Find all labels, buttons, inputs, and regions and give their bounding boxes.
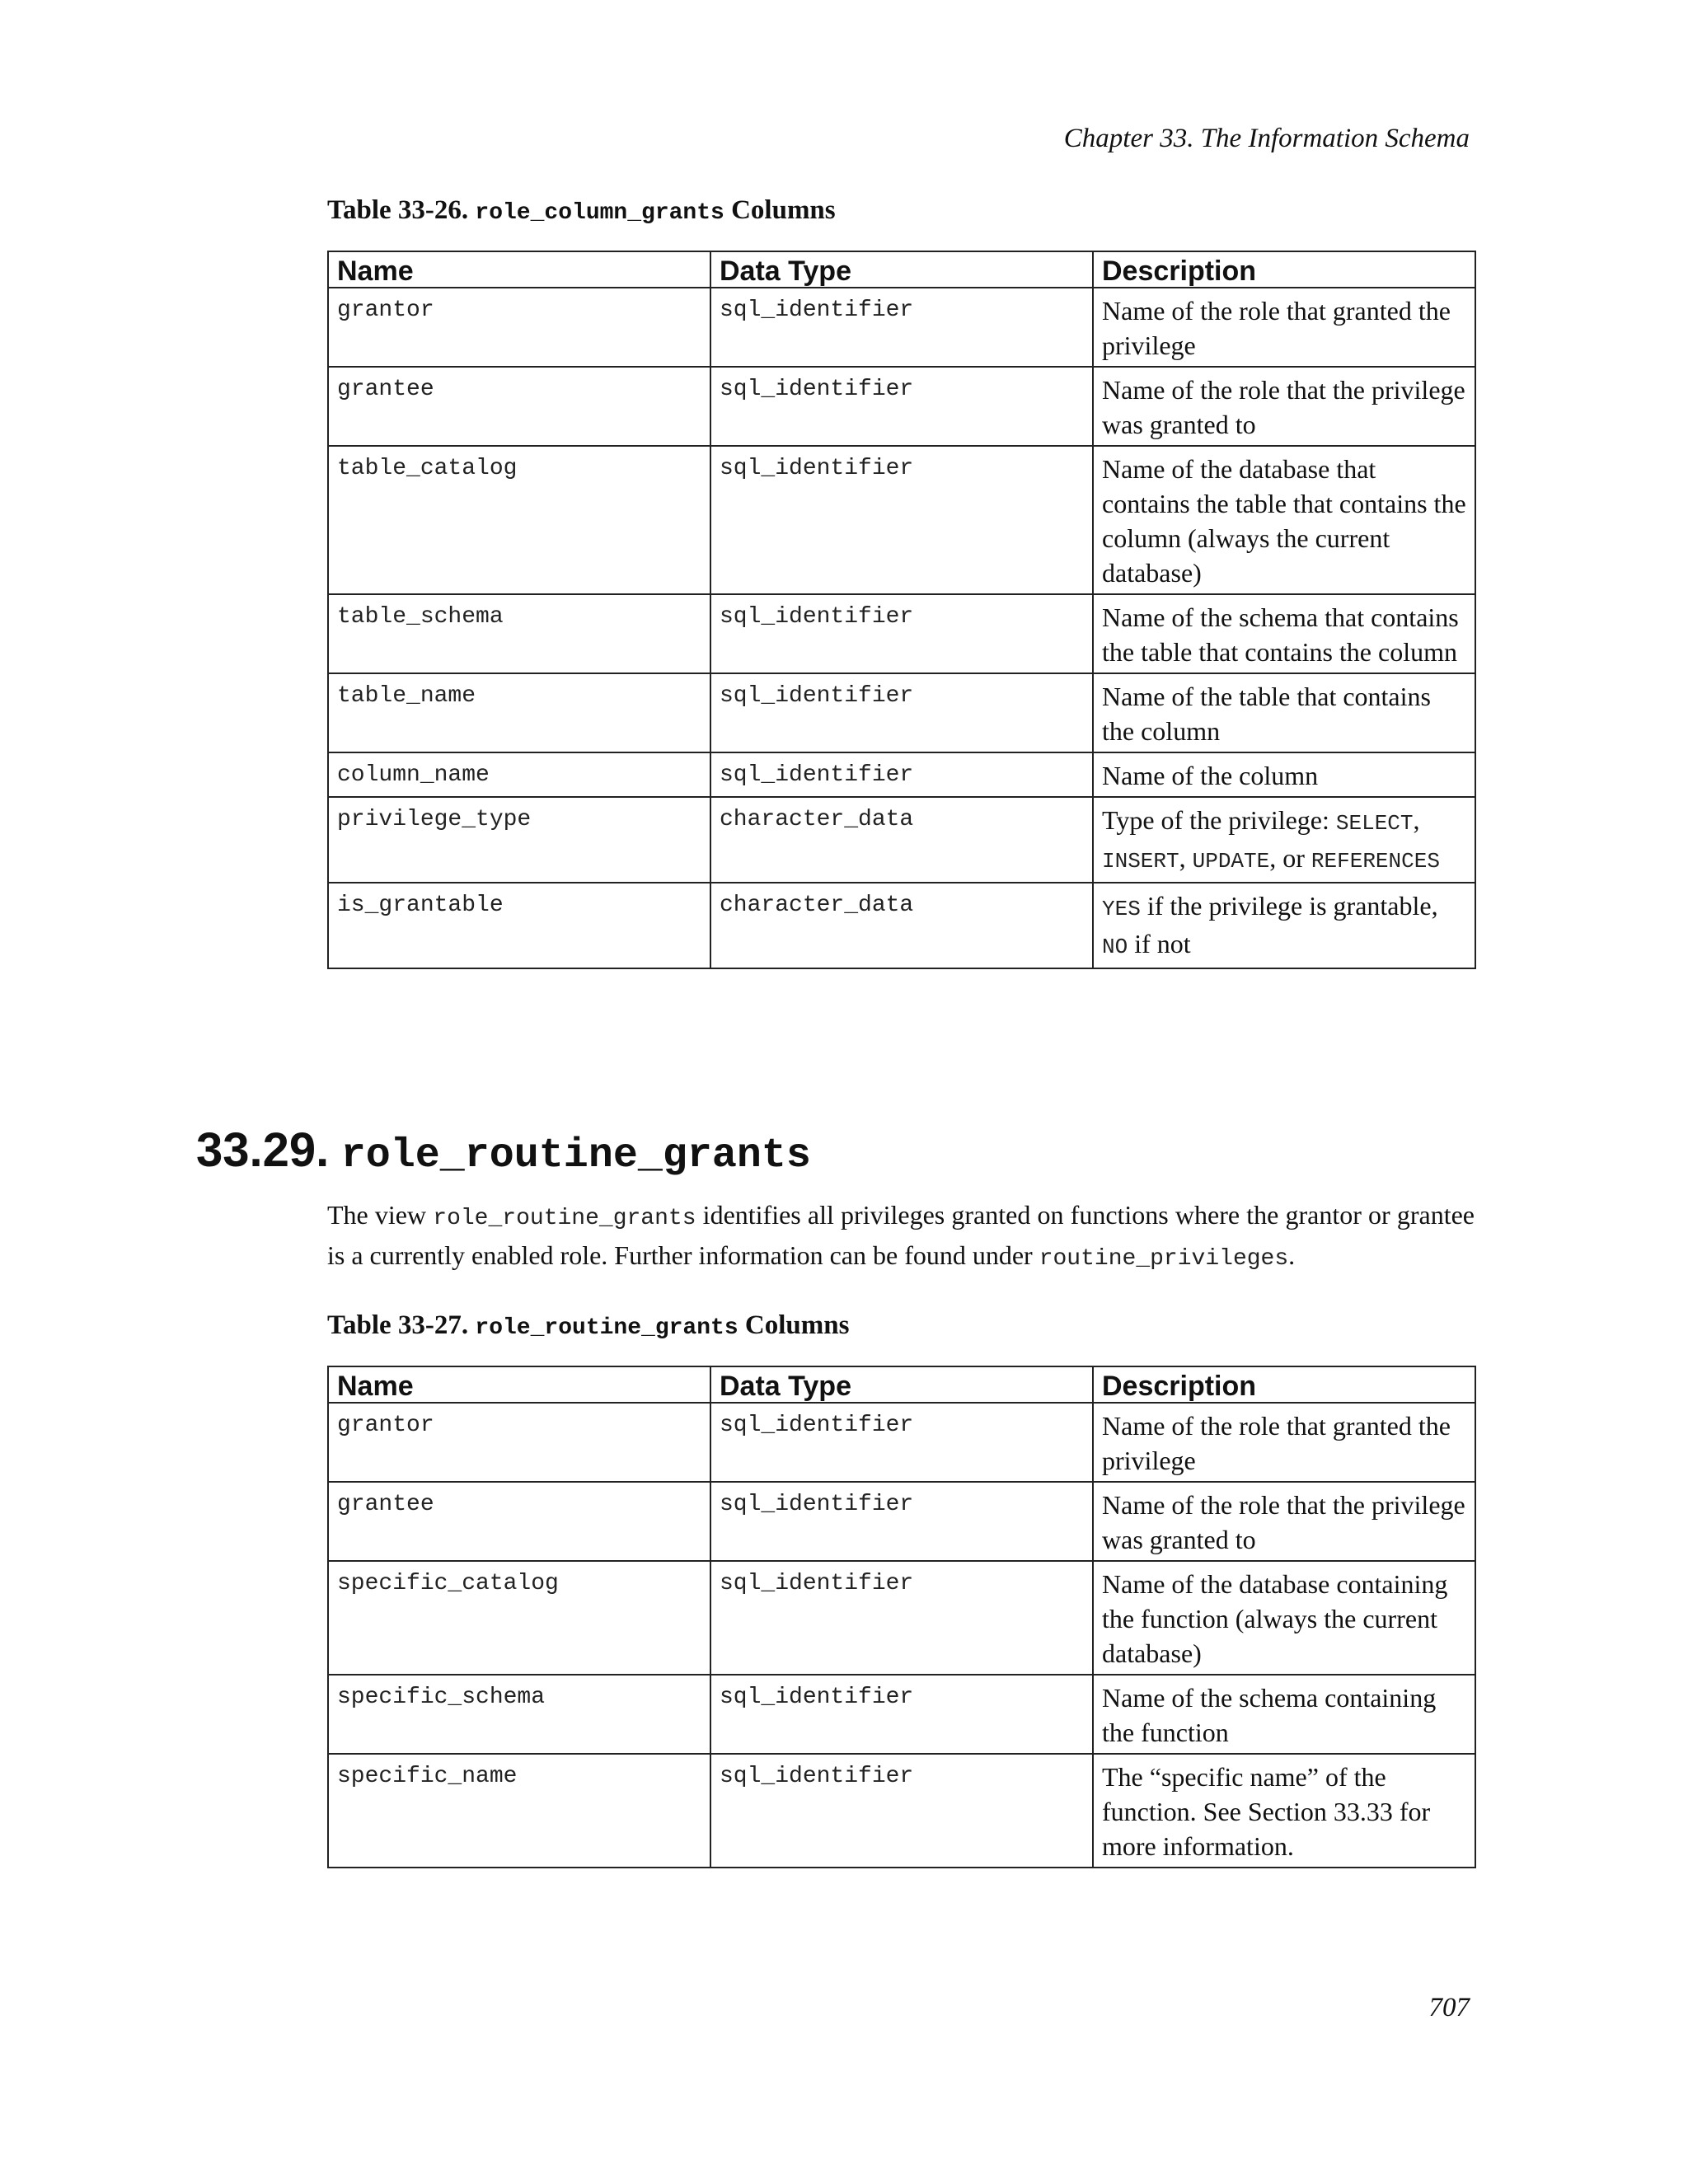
table-caption: [327, 1310, 849, 1341]
section-title: role_routine_grants: [340, 1132, 811, 1179]
description-cell: [1093, 797, 1475, 883]
table-row: [328, 797, 1475, 883]
table-header-row: [328, 251, 1475, 288]
column-header-data-type: Data Type: [710, 1366, 1093, 1403]
table-row: [328, 1675, 1475, 1754]
table-caption: [327, 195, 836, 226]
column-name-cell: column_name: [328, 752, 710, 797]
description-cell: Name of the role that granted the privilege: [1093, 1403, 1475, 1482]
section-number: 33.29.: [196, 1123, 330, 1177]
no-value: NO: [1102, 935, 1128, 959]
privilege-value: SELECT: [1335, 811, 1414, 836]
table-row: [328, 1403, 1475, 1482]
separator: , or: [1269, 843, 1311, 873]
role-column-grants-table: [327, 251, 1476, 969]
column-name-cell: grantee: [328, 367, 710, 446]
column-header-description: Description: [1093, 251, 1475, 288]
column-header-description: Description: [1093, 1366, 1475, 1403]
section-heading: [196, 1122, 811, 1179]
role-routine-grants-table: [327, 1366, 1476, 1868]
data-type-cell: sql_identifier: [710, 752, 1093, 797]
table-row: [328, 883, 1475, 968]
separator: ,: [1179, 843, 1193, 873]
page-number: 707: [1428, 1993, 1470, 2022]
column-name-cell: specific_schema: [328, 1675, 710, 1754]
table-row: [328, 1754, 1475, 1868]
description-text: Type of the privilege:: [1102, 805, 1336, 835]
privilege-value: REFERENCES: [1311, 849, 1440, 874]
column-header-name: Name: [328, 1366, 710, 1403]
description-cell: Name of the schema containing the function: [1093, 1675, 1475, 1754]
running-header: Chapter 33. The Information Schema: [1063, 124, 1470, 153]
intro-code-view-name: role_routine_grants: [433, 1206, 696, 1231]
description-cell: [1093, 883, 1475, 968]
column-name-cell: grantor: [328, 288, 710, 367]
description-cell: Name of the role that granted the privilege: [1093, 288, 1475, 367]
table-row: [328, 288, 1475, 367]
table-header-row: [328, 1366, 1475, 1403]
privilege-value: UPDATE: [1192, 849, 1270, 874]
column-header-name: Name: [328, 251, 710, 288]
table-caption-suffix: Columns: [731, 195, 836, 225]
column-name-cell: grantee: [328, 1482, 710, 1561]
table-row: [328, 446, 1475, 594]
column-name-cell: table_schema: [328, 594, 710, 673]
table-row: [328, 1561, 1475, 1675]
table-caption-suffix: Columns: [744, 1310, 850, 1340]
column-name-cell: is_grantable: [328, 883, 710, 968]
separator: ,: [1413, 805, 1420, 835]
data-type-cell: sql_identifier: [710, 446, 1093, 594]
table-view-name: role_routine_grants: [475, 1315, 738, 1341]
data-type-cell: sql_identifier: [710, 594, 1093, 673]
column-name-cell: grantor: [328, 1403, 710, 1482]
section-intro-paragraph: [327, 1197, 1475, 1277]
table-row: [328, 1482, 1475, 1561]
data-type-cell: sql_identifier: [710, 1754, 1093, 1868]
description-cell: Name of the schema that contains the table that contains the column: [1093, 594, 1475, 673]
description-text: if the privilege is grantable,: [1140, 891, 1438, 921]
intro-text: identifies all privileges granted on functions where the grantor or grantee is a currently enabled role. Further information can be found under: [327, 1200, 1475, 1270]
data-type-cell: sql_identifier: [710, 1482, 1093, 1561]
description-cell: Name of the database containing the function (always the current database): [1093, 1561, 1475, 1675]
intro-text: The view: [327, 1200, 434, 1230]
data-type-cell: sql_identifier: [710, 1561, 1093, 1675]
table-row: [328, 673, 1475, 752]
intro-code-reference: routine_privileges: [1039, 1246, 1289, 1272]
table-view-name: role_column_grants: [475, 200, 724, 226]
data-type-cell: sql_identifier: [710, 1675, 1093, 1754]
table-label: Table 33-27.: [327, 1310, 469, 1340]
data-type-cell: sql_identifier: [710, 1403, 1093, 1482]
column-name-cell: privilege_type: [328, 797, 710, 883]
data-type-cell: character_data: [710, 797, 1093, 883]
data-type-cell: sql_identifier: [710, 673, 1093, 752]
column-name-cell: specific_catalog: [328, 1561, 710, 1675]
table-row: [328, 367, 1475, 446]
description-cell: Name of the table that contains the column: [1093, 673, 1475, 752]
description-cell: The “specific name” of the function. See Section 33.33 for more information.: [1093, 1754, 1475, 1868]
table-row: [328, 752, 1475, 797]
data-type-cell: sql_identifier: [710, 288, 1093, 367]
column-header-data-type: Data Type: [710, 251, 1093, 288]
data-type-cell: character_data: [710, 883, 1093, 968]
intro-text: .: [1288, 1240, 1296, 1270]
privilege-value: INSERT: [1102, 849, 1179, 874]
description-cell: Name of the role that the privilege was granted to: [1093, 367, 1475, 446]
table-label: Table 33-26.: [327, 195, 469, 225]
table-row: [328, 594, 1475, 673]
description-cell: Name of the database that contains the table that contains the column (always the current database): [1093, 446, 1475, 594]
column-name-cell: table_name: [328, 673, 710, 752]
description-cell: Name of the column: [1093, 752, 1475, 797]
description-text: if not: [1128, 929, 1191, 958]
column-name-cell: specific_name: [328, 1754, 710, 1868]
column-name-cell: table_catalog: [328, 446, 710, 594]
data-type-cell: sql_identifier: [710, 367, 1093, 446]
description-cell: Name of the role that the privilege was granted to: [1093, 1482, 1475, 1561]
yes-value: YES: [1102, 897, 1141, 921]
